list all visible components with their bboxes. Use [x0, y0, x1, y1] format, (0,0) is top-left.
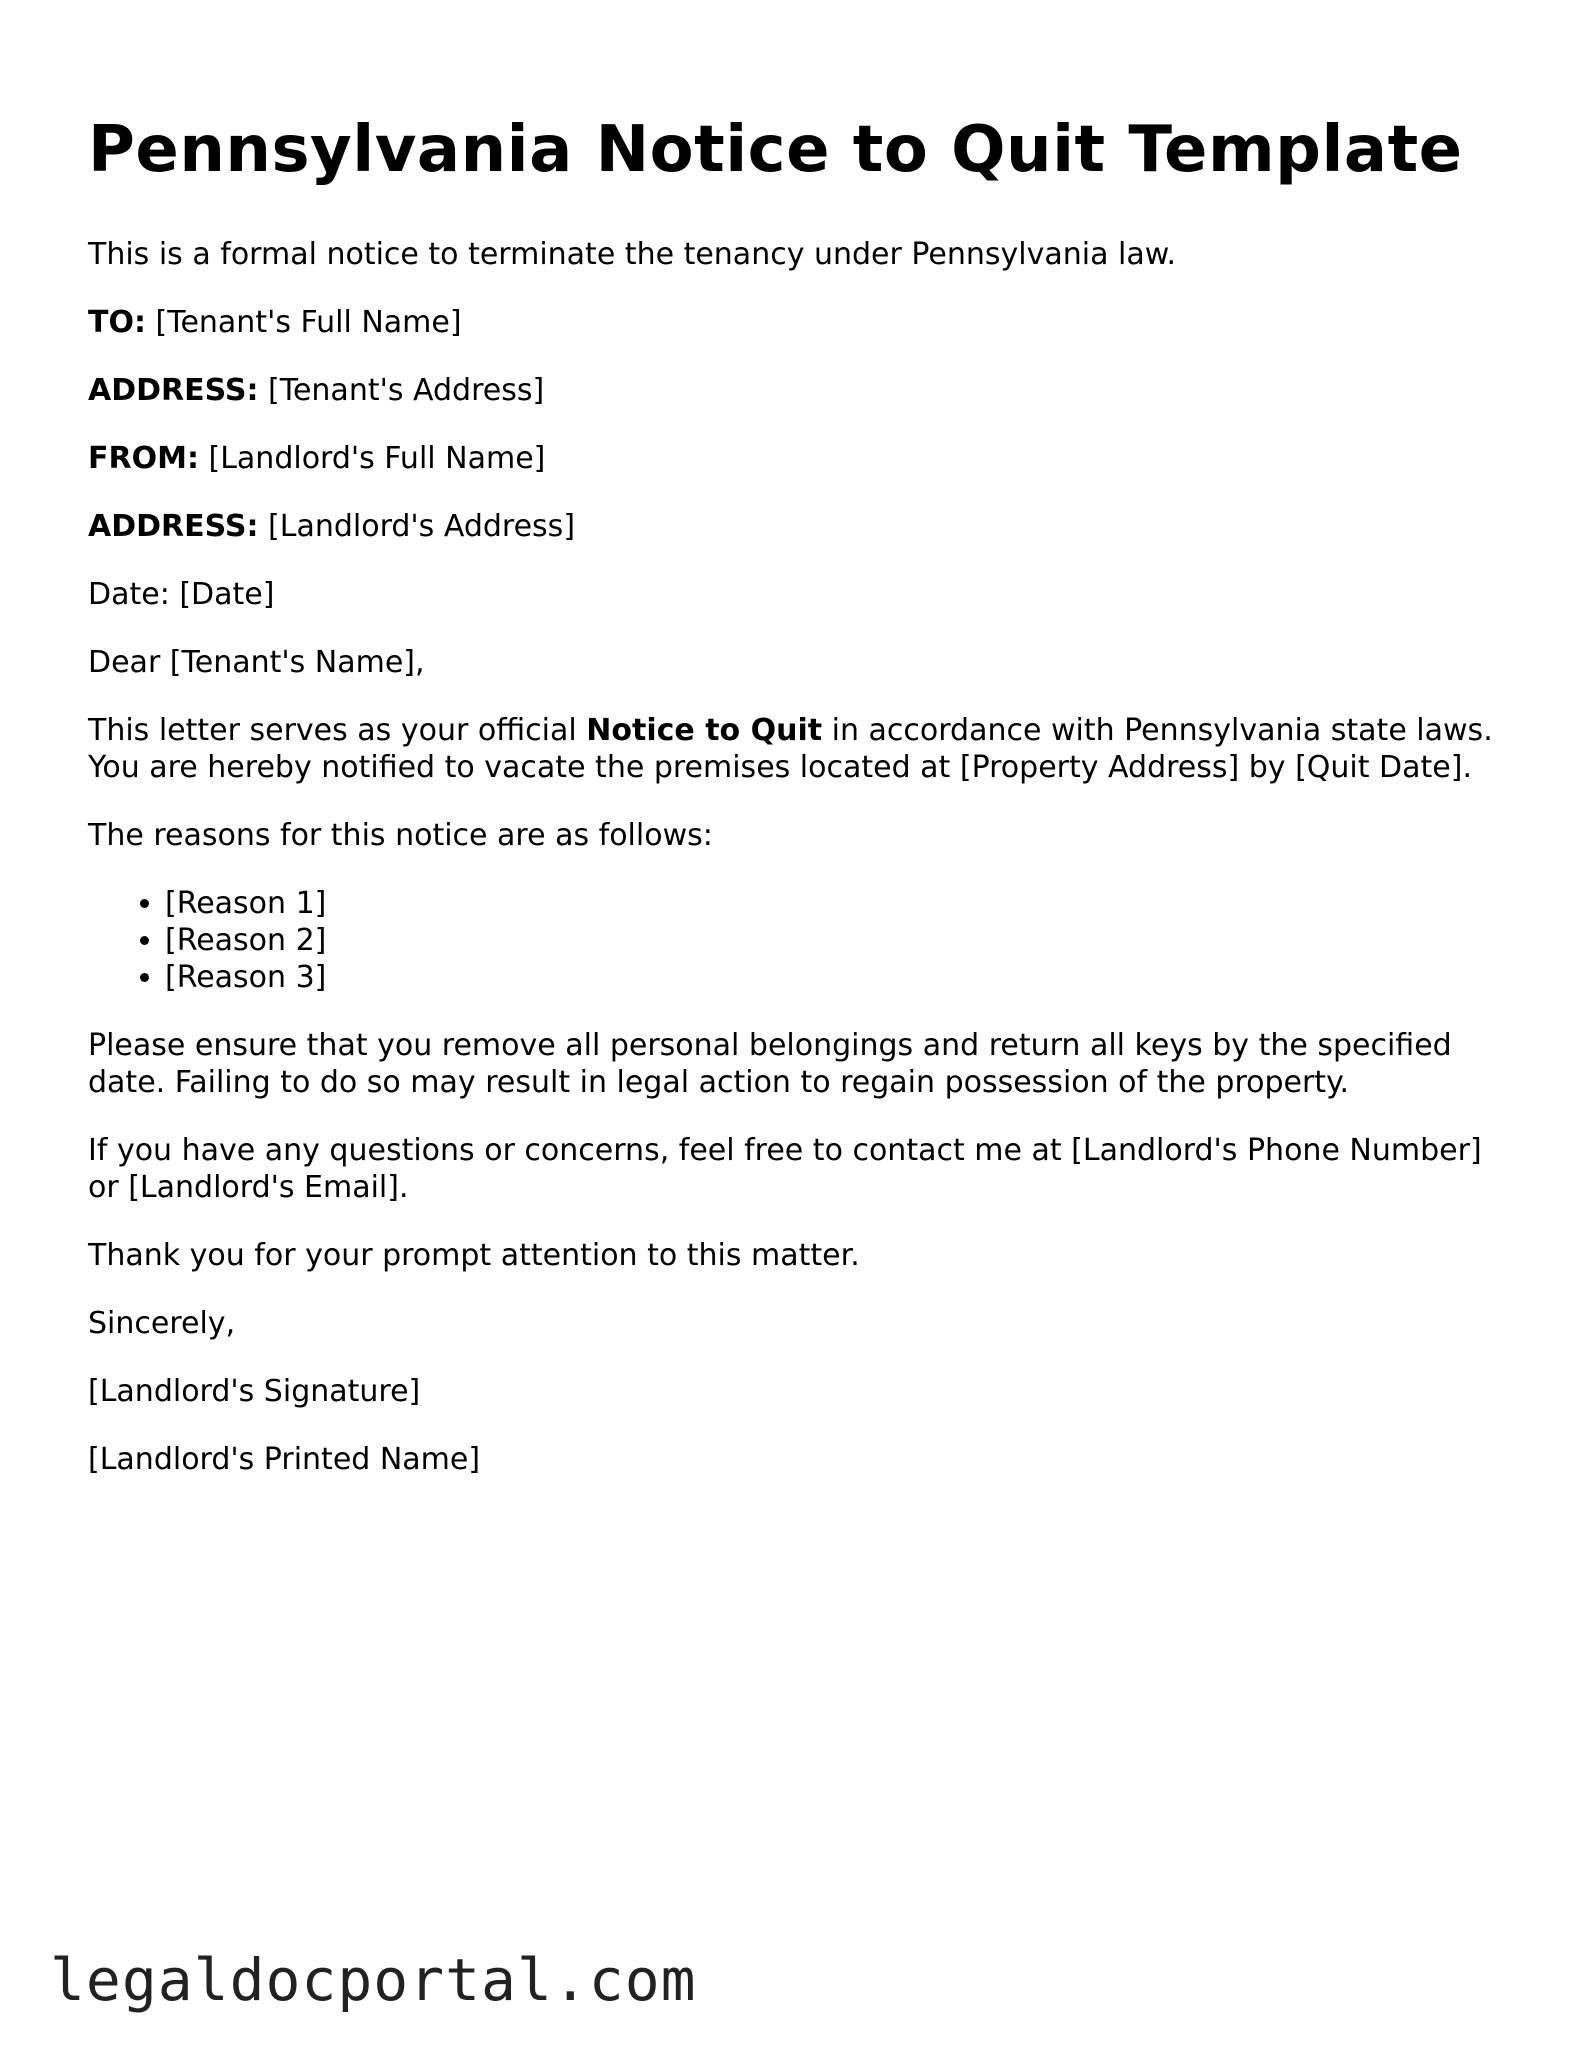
landlord-address-line [88, 508, 1508, 545]
to-line [88, 304, 1508, 341]
document-page [88, 108, 1508, 1509]
from-value: [Landlord's Full Name] [208, 441, 546, 476]
salutation: Dear [Tenant's Name], [88, 645, 425, 680]
intro-paragraph: This is a formal notice to terminate the tenancy under Pennsylvania law. [88, 237, 1177, 272]
landlord-address-value: [Landlord's Address] [268, 509, 576, 544]
tenant-address-label: ADDRESS: [88, 373, 259, 408]
landlord-address-label: ADDRESS: [88, 509, 259, 544]
from-label: FROM: [88, 441, 199, 476]
site-watermark: legaldocportal.com [50, 1946, 697, 2014]
belongings-paragraph: Please ensure that you remove all personal belongings and return all keys by the specified date. Failing to do so may result in legal action to regain possession of the property. [88, 1028, 1452, 1100]
contact-paragraph: If you have any questions or concerns, feel free to contact me at [Landlord's Phone Number] or [Landlord's Email]. [88, 1133, 1482, 1205]
printed-name-line: [Landlord's Printed Name] [88, 1442, 481, 1477]
tenant-address-line [88, 372, 1508, 409]
notice-paragraph [88, 712, 1508, 786]
list-item: • [Reason 3] [165, 959, 1508, 996]
notice-text-before: This letter serves as your official [88, 713, 587, 748]
to-value: [Tenant's Full Name] [155, 305, 462, 340]
date-line: Date: [Date] [88, 577, 275, 612]
notice-text-after: in accordance with Pennsylvania state laws. You are hereby notified to vacate the premises located at [Property Address] by [Quit Date]. [88, 713, 1493, 785]
to-label: TO: [88, 305, 146, 340]
reasons-intro: The reasons for this notice are as follows: [88, 818, 713, 853]
from-line [88, 440, 1508, 477]
list-item: • [Reason 2] [165, 922, 1508, 959]
reasons-list [88, 885, 1508, 996]
notice-to-quit-bold: Notice to Quit [586, 713, 823, 748]
tenant-address-value: [Tenant's Address] [268, 373, 545, 408]
signature-line: [Landlord's Signature] [88, 1374, 421, 1409]
list-item: • [Reason 1] [165, 885, 1508, 922]
thanks-line: Thank you for your prompt attention to this matter. [88, 1238, 860, 1273]
closing-line: Sincerely, [88, 1306, 236, 1341]
document-title: Pennsylvania Notice to Quit Template [88, 113, 1463, 187]
